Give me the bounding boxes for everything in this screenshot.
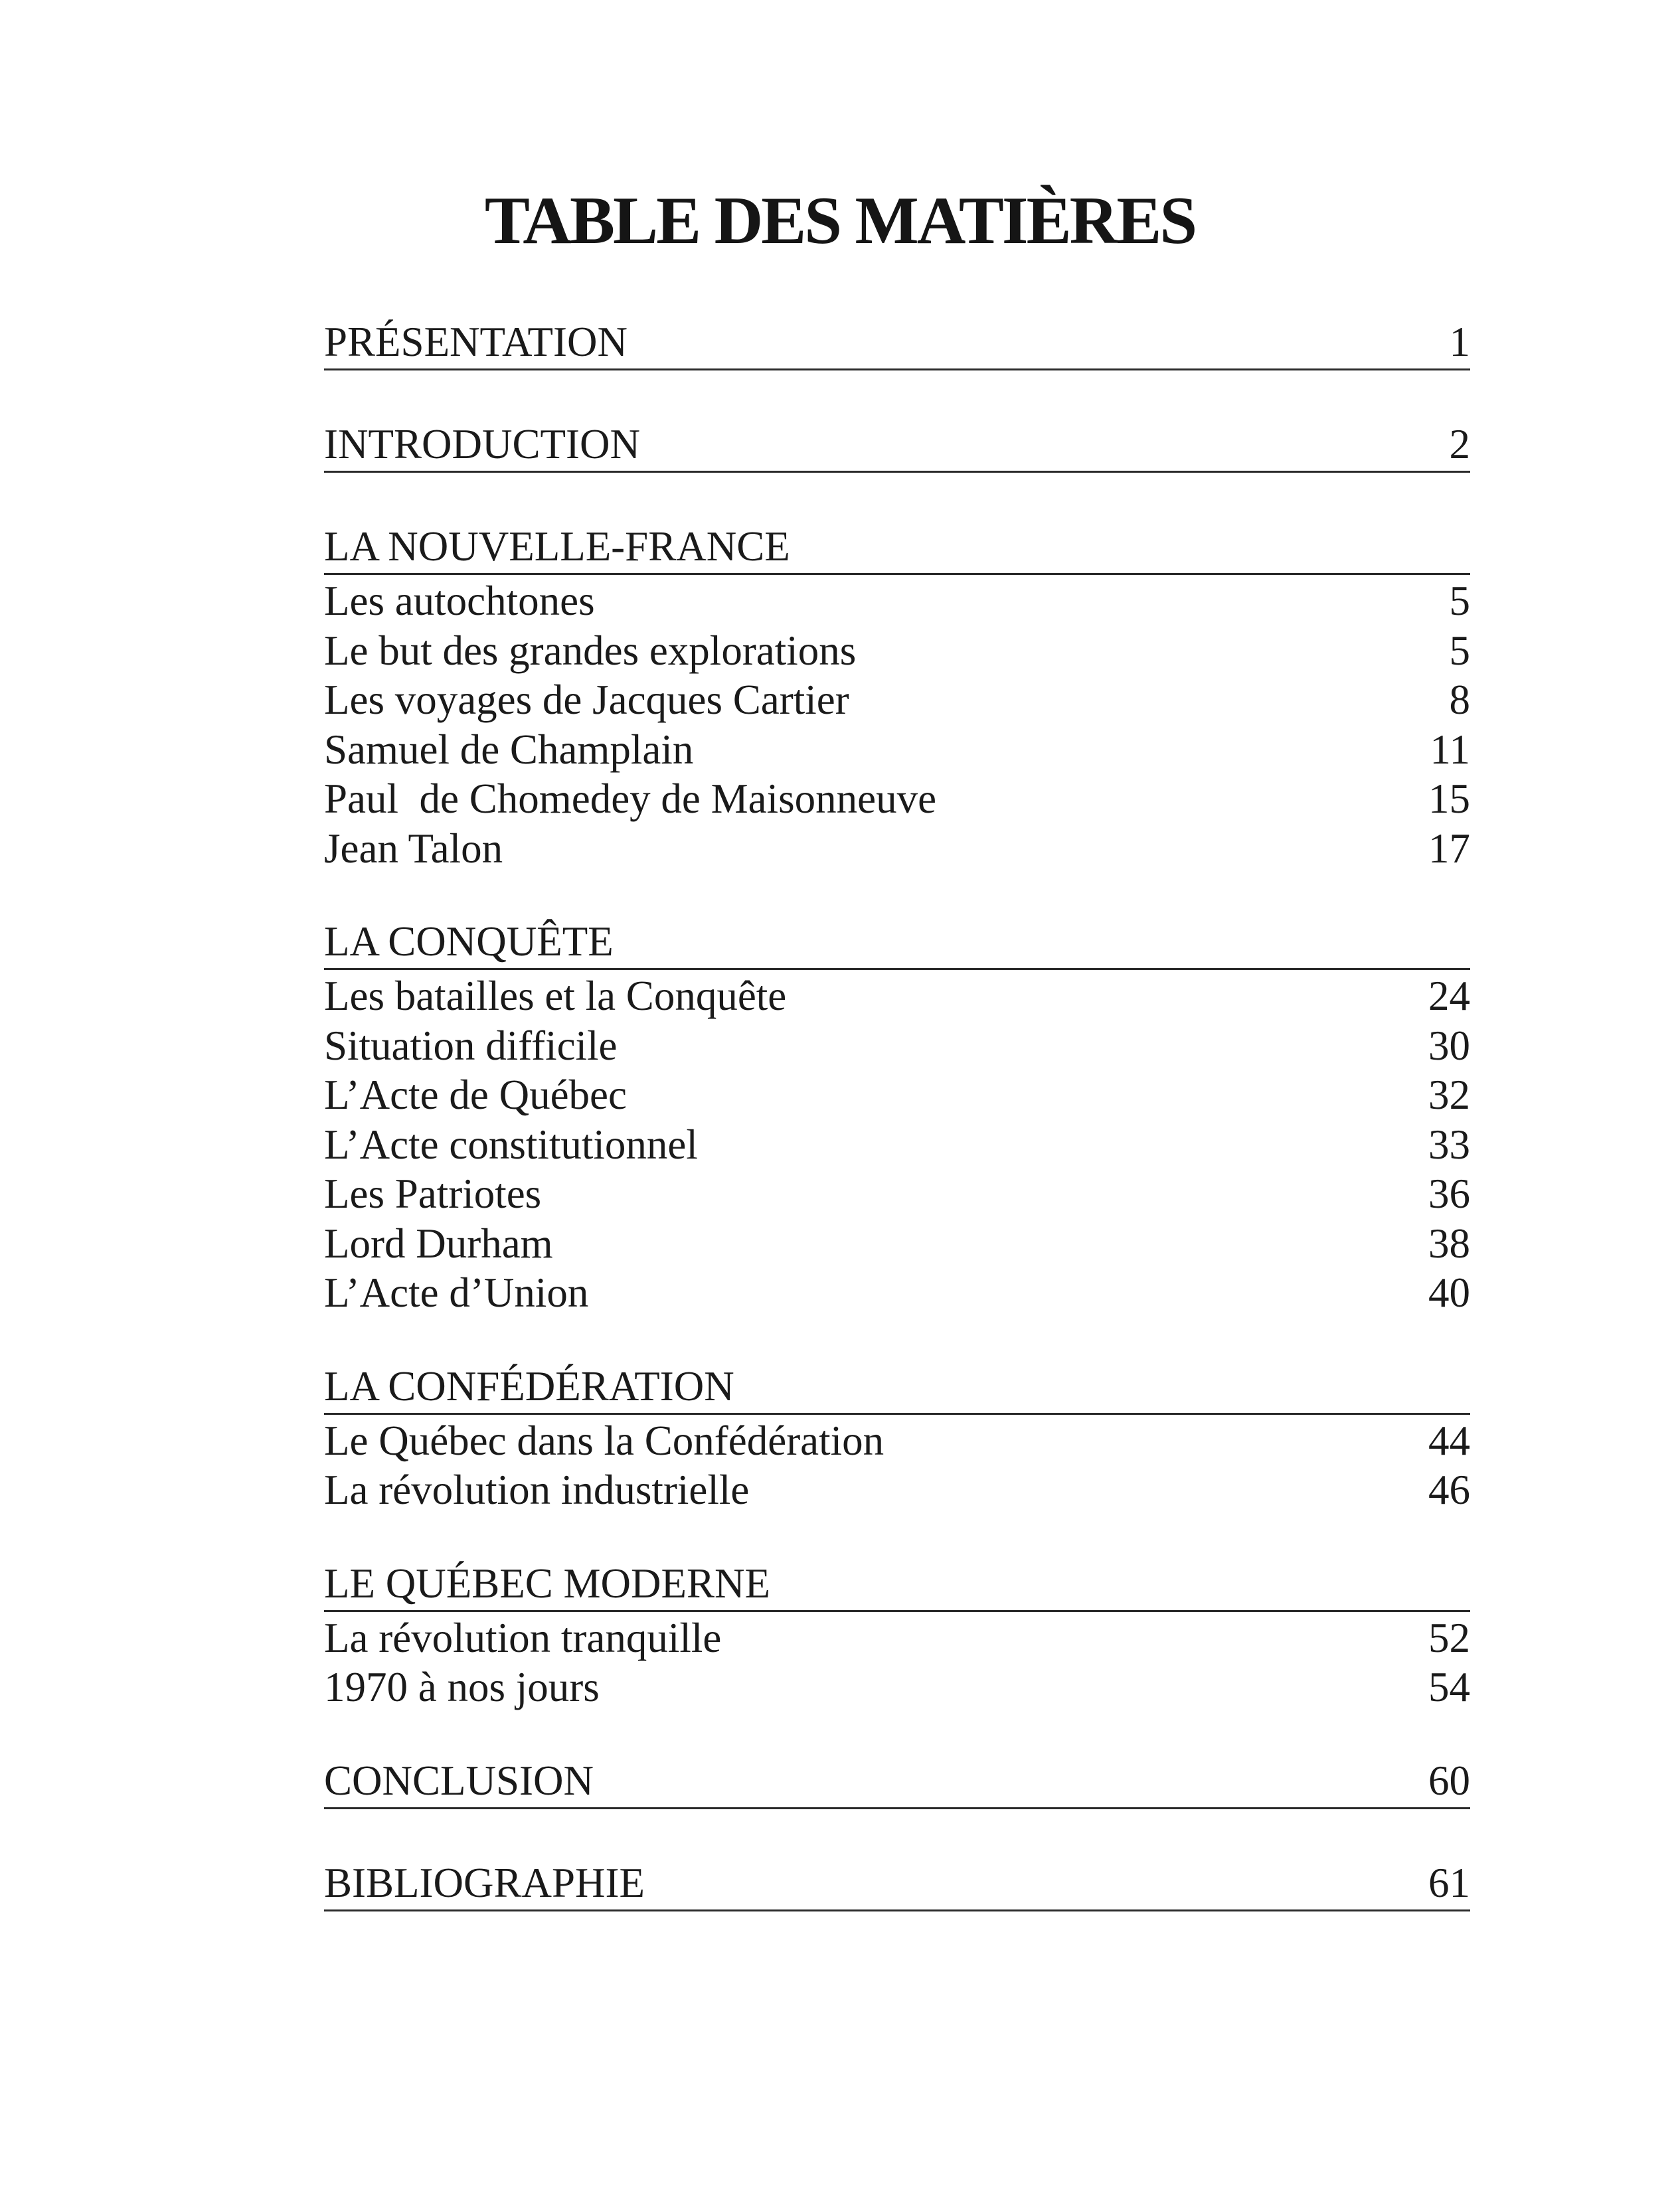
toc-entry-page: 60 — [1428, 1757, 1470, 1804]
toc-entry-label: 1970 à nos jours — [324, 1664, 600, 1710]
toc-entry-page: 2 — [1449, 421, 1470, 467]
toc-entry-page: 8 — [1449, 677, 1470, 723]
toc-entry-page: 33 — [1428, 1121, 1470, 1168]
toc-entry-label: Les batailles et la Conquête — [324, 973, 787, 1019]
toc-entry-page: 54 — [1428, 1664, 1470, 1710]
toc-section-quebec-moderne — [324, 1554, 1470, 1712]
toc-entry[interactable] — [324, 1070, 1470, 1120]
toc-entry-label: Situation difficile — [324, 1022, 618, 1069]
toc-entry-label: Les voyages de Jacques Cartier — [324, 677, 849, 723]
section-heading[interactable] — [324, 1554, 1470, 1612]
toc-entry[interactable] — [324, 824, 1470, 874]
toc-entry[interactable] — [324, 971, 1470, 1021]
toc-entry-label: La révolution tranquille — [324, 1614, 722, 1661]
toc-entry-bibliographie[interactable] — [324, 1853, 1470, 1911]
toc-entry-label: INTRODUCTION — [324, 421, 640, 467]
toc-entry-page: 11 — [1430, 726, 1470, 773]
toc-entry[interactable] — [324, 626, 1470, 676]
toc-entry[interactable] — [324, 1613, 1470, 1663]
toc-entry-page: 61 — [1428, 1859, 1470, 1906]
section-heading[interactable] — [324, 517, 1470, 575]
toc-entry-conclusion[interactable] — [324, 1751, 1470, 1809]
toc-entry[interactable] — [324, 1465, 1470, 1515]
section-heading-label: LA CONQUÊTE — [324, 918, 614, 965]
toc-entry-label: BIBLIOGRAPHIE — [324, 1859, 645, 1906]
toc-entry[interactable] — [324, 1021, 1470, 1071]
toc-entry-label: Samuel de Champlain — [324, 726, 694, 773]
toc-entry-label: Les Patriotes — [324, 1171, 542, 1217]
section-heading-label: LA NOUVELLE-FRANCE — [324, 523, 790, 570]
toc-entry[interactable] — [324, 725, 1470, 775]
toc-entry[interactable] — [324, 1169, 1470, 1219]
toc-entry-label: La révolution industrielle — [324, 1467, 750, 1513]
section-entries — [324, 576, 1470, 873]
toc-entry-label: Lord Durham — [324, 1220, 553, 1267]
toc-entry[interactable] — [324, 1120, 1470, 1170]
toc-entry-page: 44 — [1428, 1417, 1470, 1464]
toc-entry-page: 5 — [1449, 578, 1470, 624]
toc-section-confederation — [324, 1356, 1470, 1515]
toc-entry-page: 17 — [1428, 825, 1470, 872]
toc-entry[interactable] — [324, 1416, 1470, 1466]
table-of-contents — [324, 312, 1470, 1955]
toc-section-conquete — [324, 912, 1470, 1318]
toc-entry-page: 40 — [1428, 1269, 1470, 1316]
toc-entry-label: PRÉSENTATION — [324, 319, 628, 365]
toc-section-nouvelle-france — [324, 517, 1470, 873]
page-title: TABLE DES MATIÈRES — [484, 183, 1196, 258]
section-heading-label: LE QUÉBEC MODERNE — [324, 1560, 770, 1607]
toc-entry-label: Les autochtones — [324, 578, 595, 624]
toc-entry[interactable] — [324, 1268, 1470, 1318]
toc-entry-page: 52 — [1428, 1614, 1470, 1661]
toc-entry-page: 30 — [1428, 1022, 1470, 1069]
toc-entry-introduction[interactable] — [324, 414, 1470, 473]
section-entries — [324, 971, 1470, 1318]
section-heading[interactable] — [324, 1356, 1470, 1415]
toc-entry-label: CONCLUSION — [324, 1757, 594, 1804]
toc-entry-label: L’Acte de Québec — [324, 1072, 627, 1118]
section-entries — [324, 1416, 1470, 1515]
toc-entry-presentation[interactable] — [324, 312, 1470, 370]
toc-entry[interactable] — [324, 576, 1470, 626]
toc-entry-page: 5 — [1449, 627, 1470, 674]
toc-entry[interactable] — [324, 1662, 1470, 1712]
toc-entry-label: Jean Talon — [324, 825, 503, 872]
section-entries — [324, 1613, 1470, 1712]
toc-entry-page: 38 — [1428, 1220, 1470, 1267]
toc-entry-page: 32 — [1428, 1072, 1470, 1118]
toc-entry-label: Paul de Chomedey de Maisonneuve — [324, 775, 937, 822]
toc-entry[interactable] — [324, 774, 1470, 824]
toc-entry-page: 24 — [1428, 973, 1470, 1019]
toc-entry-label: L’Acte constitutionnel — [324, 1121, 698, 1168]
toc-entry-page: 36 — [1428, 1171, 1470, 1217]
toc-entry-label: L’Acte d’Union — [324, 1269, 589, 1316]
toc-entry-label: Le but des grandes explorations — [324, 627, 857, 674]
section-heading-label: LA CONFÉDÉRATION — [324, 1362, 734, 1410]
toc-entry-page: 1 — [1449, 319, 1470, 365]
section-heading[interactable] — [324, 912, 1470, 970]
toc-entry-page: 15 — [1428, 775, 1470, 822]
toc-entry-page: 46 — [1428, 1467, 1470, 1513]
toc-entry[interactable] — [324, 1219, 1470, 1269]
toc-entry-label: Le Québec dans la Confédération — [324, 1417, 884, 1464]
toc-entry[interactable] — [324, 675, 1470, 725]
